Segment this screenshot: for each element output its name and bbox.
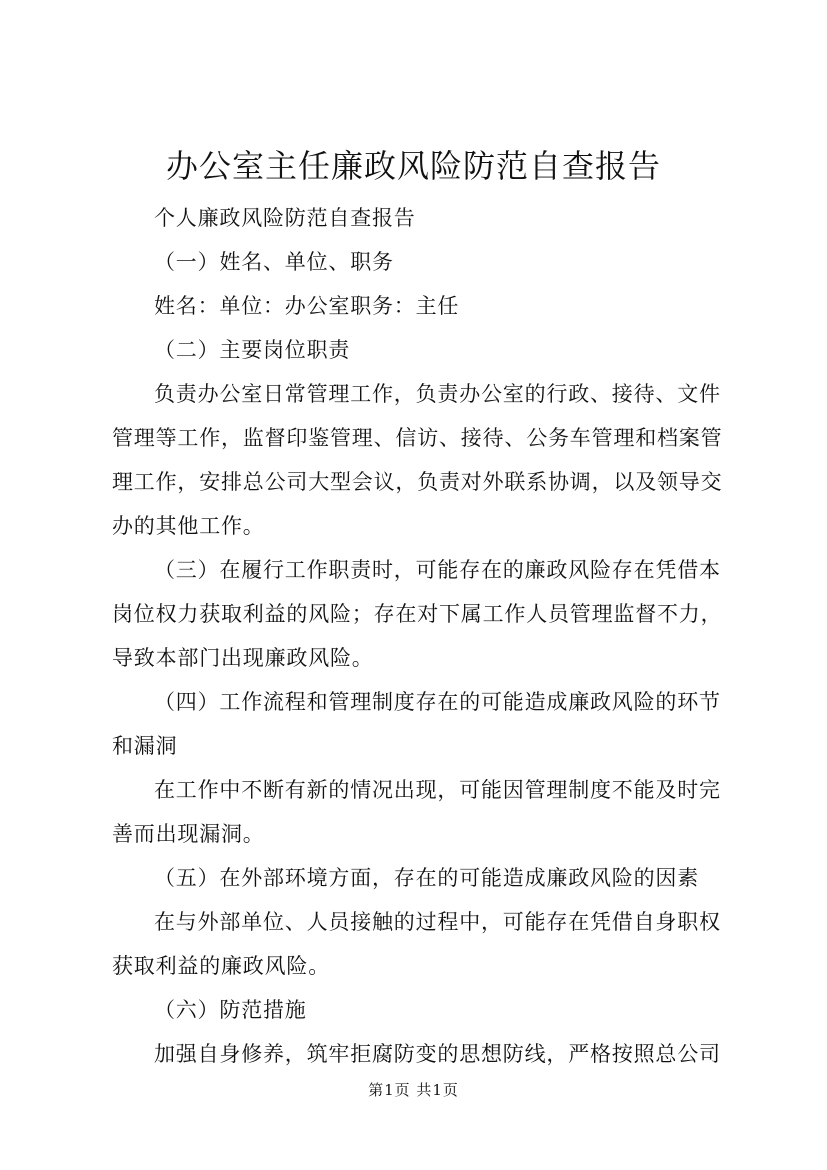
paragraph-line-17: 在与外部单位、人员接触的过程中，可能存在凭借自身职权 xyxy=(154,910,721,934)
paragraph-line-18: 获取利益的廉政风险。 xyxy=(112,954,330,978)
paragraph-line-19: （六）防范措施 xyxy=(154,998,307,1022)
paragraph-line-9: （三）在履行工作职责时，可能存在的廉政风险存在凭借本 xyxy=(154,558,721,582)
paragraph-line-15: 善而出现漏洞。 xyxy=(112,822,265,846)
paragraph-line-5: 负责办公室日常管理工作，负责办公室的行政、接待、文件 xyxy=(154,382,721,406)
paragraph-line-11: 导致本部门出现廉政风险。 xyxy=(112,646,374,670)
document-title: 办公室主任廉政风险防范自查报告 xyxy=(165,147,661,185)
paragraph-line-10: 岗位权力获取利益的风险；存在对下属工作人员管理监督不力， xyxy=(112,602,723,626)
paragraph-line-16: （五）在外部环境方面，存在的可能造成廉政风险的因素 xyxy=(154,866,699,890)
paragraph-line-14: 在工作中不断有新的情况出现，可能因管理制度不能及时完 xyxy=(154,778,721,802)
paragraph-line-6: 管理等工作，监督印鉴管理、信访、接待、公务车管理和档案管 xyxy=(112,426,723,450)
paragraph-line-1: 个人廉政风险防范自查报告 xyxy=(154,206,416,230)
document-body xyxy=(112,196,722,1076)
paragraph-line-12: （四）工作流程和管理制度存在的可能造成廉政风险的环节 xyxy=(154,690,721,714)
page-footer: 第1页 共1页 xyxy=(368,1081,459,1099)
paragraph-line-13: 和漏洞 xyxy=(112,734,178,758)
paragraph-line-20: 加强自身修养，筑牢拒腐防变的思想防线，严格按照总公司 xyxy=(154,1042,721,1066)
paragraph-line-8: 办的其他工作。 xyxy=(112,514,265,538)
paragraph-line-7: 理工作，安排总公司大型会议，负责对外联系协调，以及领导交 xyxy=(112,470,723,494)
paragraph-line-4: （二）主要岗位职责 xyxy=(154,338,351,362)
paragraph-line-3: 姓名：单位：办公室职务：主任 xyxy=(154,294,460,318)
paragraph-line-2: （一）姓名、单位、职务 xyxy=(154,250,394,274)
